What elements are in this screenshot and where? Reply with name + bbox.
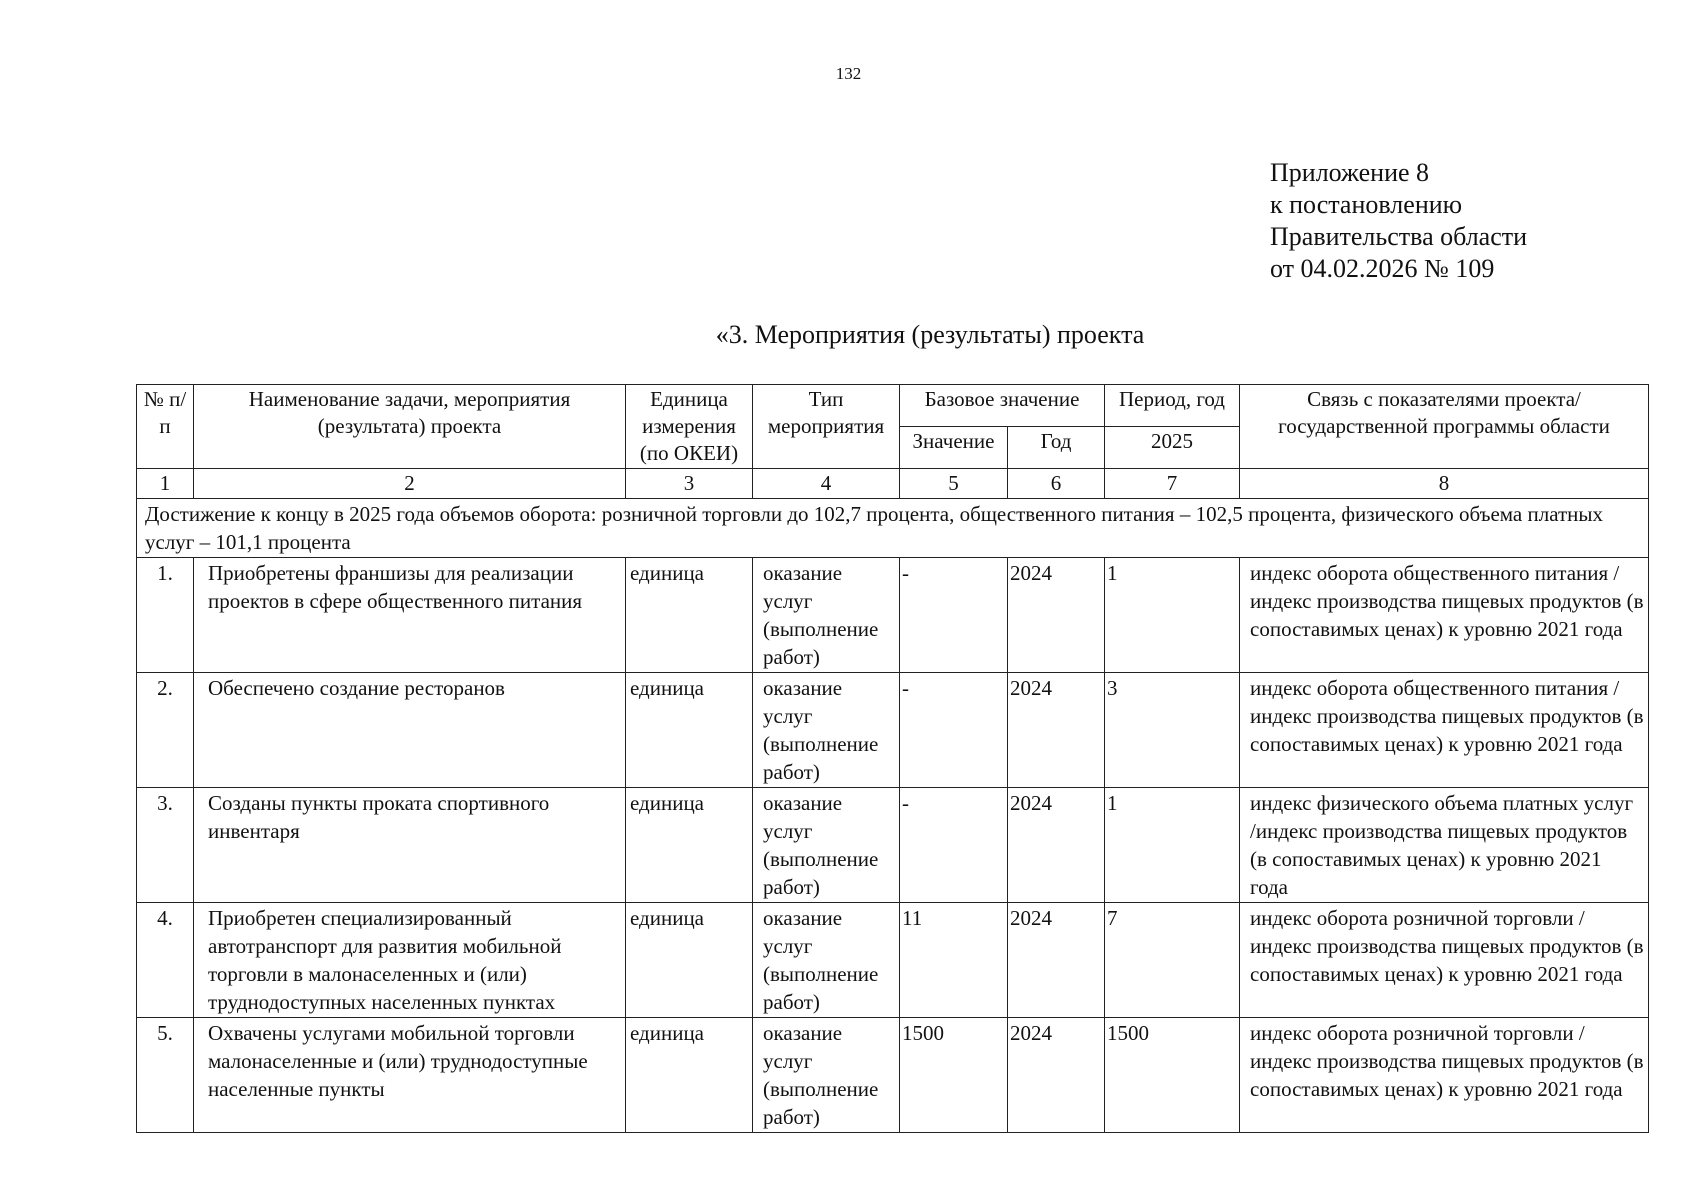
cell-task: Охвачены услугами мобильной торговли малонаселенные и (или) труднодоступные населенные пункты — [194, 1018, 626, 1133]
header-period: Период, год — [1105, 385, 1240, 427]
column-number: 3 — [626, 469, 753, 499]
header-type: Тип мероприятия — [753, 385, 900, 469]
cell-num: 1. — [137, 558, 194, 673]
cell-period-value: 1500 — [1105, 1018, 1240, 1133]
cell-unit: единица — [626, 558, 753, 673]
cell-base-year: 2024 — [1008, 673, 1105, 788]
cell-task: Приобретен специализированный автотранспорт для развития мобильной торговли в малонаселенных и (или) труднодоступных населенных пунктах — [194, 903, 626, 1018]
table-row — [137, 1018, 1649, 1133]
cell-base-year: 2024 — [1008, 558, 1105, 673]
cell-num: 4. — [137, 903, 194, 1018]
cell-link: индекс оборота розничной торговли /индекс производства пищевых продуктов (в сопоставимых ценах) к уровню 2021 года — [1240, 903, 1649, 1018]
cell-type: оказание услуг (выполнение работ) — [753, 788, 900, 903]
cell-unit: единица — [626, 1018, 753, 1133]
cell-base-value: - — [900, 673, 1008, 788]
cell-num: 3. — [137, 788, 194, 903]
header-base: Базовое значение — [900, 385, 1105, 427]
cell-task: Созданы пункты проката спортивного инвентаря — [194, 788, 626, 903]
goal-text: Достижение к концу в 2025 года объемов оборота: розничной торговли до 102,7 процента, общественного питания – 102,5 процента, физического объема платных услуг – 101,1 процента — [137, 499, 1649, 558]
appendix-date-line: от 04.02.2026 № 109 — [1270, 254, 1495, 283]
cell-unit: единица — [626, 673, 753, 788]
cell-task: Обеспечено создание ресторанов — [194, 673, 626, 788]
header-period-year: 2025 — [1105, 427, 1240, 469]
cell-task: Приобретены франшизы для реализации проектов в сфере общественного питания — [194, 558, 626, 673]
column-number: 2 — [194, 469, 626, 499]
table-row — [137, 788, 1649, 903]
cell-base-value: - — [900, 558, 1008, 673]
cell-base-value: - — [900, 788, 1008, 903]
header-base-value: Значение — [900, 427, 1008, 469]
cell-link: индекс оборота общественного питания /индекс производства пищевых продуктов (в сопоставимых ценах) к уровню 2021 года — [1240, 558, 1649, 673]
header-row — [137, 385, 1649, 427]
table-row — [137, 673, 1649, 788]
cell-period-value: 7 — [1105, 903, 1240, 1018]
measures-table — [136, 384, 1649, 1133]
cell-period-value: 1 — [1105, 558, 1240, 673]
document-title: «3. Мероприятия (результаты) проекта — [715, 320, 1145, 349]
table-row — [137, 903, 1649, 1018]
header-task: Наименование задачи, мероприятия (результата) проекта — [194, 385, 626, 469]
appendix-block — [1270, 157, 1527, 285]
column-number: 8 — [1240, 469, 1649, 499]
cell-unit: единица — [626, 788, 753, 903]
column-number-row — [137, 469, 1649, 499]
cell-num: 2. — [137, 673, 194, 788]
header-unit: Единица измерения (по ОКЕИ) — [626, 385, 753, 469]
cell-base-year: 2024 — [1008, 788, 1105, 903]
cell-base-value: 1500 — [900, 1018, 1008, 1133]
cell-base-value: 11 — [900, 903, 1008, 1018]
header-num: № п/п — [137, 385, 194, 469]
cell-unit: единица — [626, 903, 753, 1018]
appendix-line: к постановлению — [1270, 190, 1463, 219]
column-number: 6 — [1008, 469, 1105, 499]
cell-num: 5. — [137, 1018, 194, 1133]
table-row — [137, 558, 1649, 673]
cell-type: оказание услуг (выполнение работ) — [753, 1018, 900, 1133]
cell-link: индекс оборота розничной торговли /индекс производства пищевых продуктов (в сопоставимых ценах) к уровню 2021 года — [1240, 1018, 1649, 1133]
column-number: 7 — [1105, 469, 1240, 499]
header-base-year: Год — [1008, 427, 1105, 469]
cell-type: оказание услуг (выполнение работ) — [753, 673, 900, 788]
appendix-line: Правительства области — [1270, 222, 1528, 251]
goal-row — [137, 499, 1649, 558]
column-number: 5 — [900, 469, 1008, 499]
cell-base-year: 2024 — [1008, 1018, 1105, 1133]
column-number: 4 — [753, 469, 900, 499]
page-number: 132 — [835, 64, 862, 83]
cell-link: индекс оборота общественного питания /индекс производства пищевых продуктов (в сопоставимых ценах) к уровню 2021 года — [1240, 673, 1649, 788]
cell-period-value: 1 — [1105, 788, 1240, 903]
header-link: Связь с показателями проекта/государственной программы области — [1240, 385, 1649, 469]
cell-period-value: 3 — [1105, 673, 1240, 788]
appendix-line: Приложение 8 — [1270, 158, 1430, 187]
cell-type: оказание услуг (выполнение работ) — [753, 903, 900, 1018]
cell-base-year: 2024 — [1008, 903, 1105, 1018]
cell-type: оказание услуг (выполнение работ) — [753, 558, 900, 673]
column-number: 1 — [137, 469, 194, 499]
cell-link: индекс физического объема платных услуг /индекс производства пищевых продуктов (в сопоставимых ценах) к уровню 2021 года — [1240, 788, 1649, 903]
